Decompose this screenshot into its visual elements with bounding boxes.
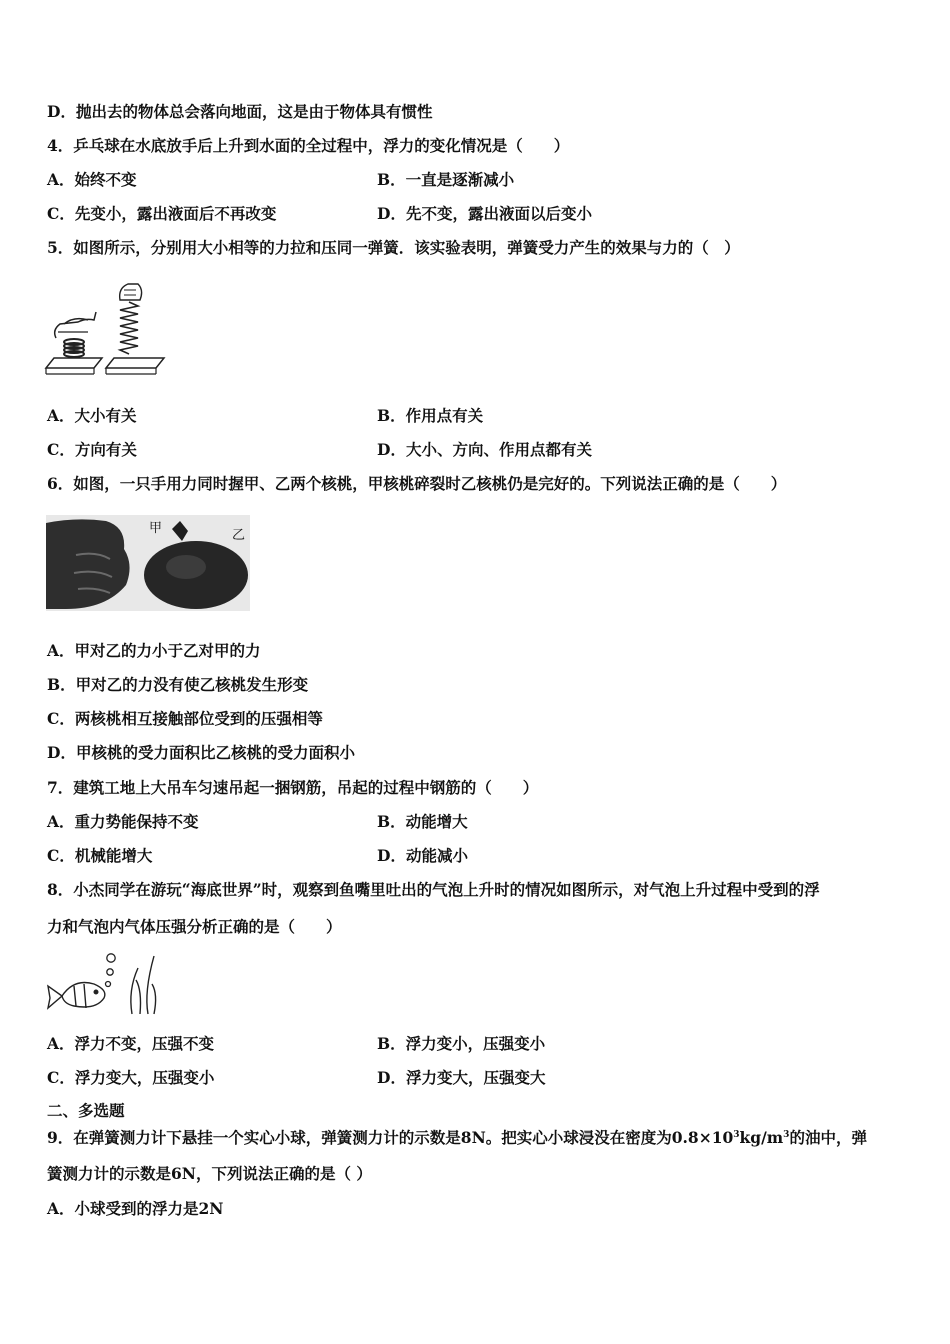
bubble [107, 954, 115, 962]
q6-stem: 6．如图，一只手用力同时握甲、乙两个核桃，甲核桃碎裂时乙核桃仍是完好的。下列说法正确的是（ ） [47, 474, 787, 493]
left-base-plate [46, 358, 102, 368]
right-base-plate [106, 358, 164, 368]
pulling-hand [120, 284, 142, 300]
q5-option-d: D．大小、方向、作用点都有关 [377, 440, 592, 459]
bubble [107, 969, 113, 975]
bubble [106, 982, 111, 987]
q7-option-c: C．机械能增大 [47, 846, 153, 865]
q4-option-d: D．先不变，露出液面以后变小 [377, 204, 592, 223]
q5-stem: 5．如图所示，分别用大小相等的力拉和压同一弹簧．该实验表明，弹簧受力产生的效果与力的（ ） [47, 238, 740, 257]
pressing-hand [55, 312, 96, 338]
fish-bubble-figure [44, 950, 166, 1016]
q6-option-b: B．甲对乙的力没有使乙核桃发生形变 [47, 675, 309, 694]
q4-stem: 4．乒乓球在水底放手后上升到水面的全过程中，浮力的变化情况是（ ） [47, 136, 570, 155]
q6-option-c: C．两核桃相互接触部位受到的压强相等 [47, 709, 323, 728]
q9-stem-line1: 9．在弹簧测力计下悬挂一个实心小球，弹簧测力计的示数是8N。把实心小球浸没在密度为$0.8\times 10^3kg/m^3$的油中，弹 [47, 1128, 867, 1147]
q8-stem-line1: 8．小杰同学在游玩“海底世界”时，观察到鱼嘴里吐出的气泡上升时的情况如图所示，对气泡上升过程中受到的浮 [47, 880, 820, 899]
q3-option-d: D．抛出去的物体总会落向地面，这是由于物体具有惯性 [47, 102, 433, 121]
q8-option-d: D．浮力变大，压强变大 [377, 1068, 546, 1087]
q8-option-a: A．浮力不变，压强不变 [47, 1034, 215, 1053]
q9-stem-line2: 簧测力计的示数是6N，下列说法正确的是（ ） [47, 1164, 372, 1183]
q5-option-c: C．方向有关 [47, 440, 137, 459]
q8-option-c: C．浮力变大，压强变小 [47, 1068, 215, 1087]
q5-option-b: B．作用点有关 [377, 406, 484, 425]
q9-option-a: A．小球受到的浮力是2N [47, 1199, 224, 1218]
walnut-figure [46, 515, 250, 611]
q4-option-c: C．先变小，露出液面后不再改变 [47, 204, 277, 223]
section-multiple-choice-heading: 二、多选题 [47, 1101, 125, 1120]
q6-option-a: A．甲对乙的力小于乙对甲的力 [47, 641, 261, 660]
fish [48, 983, 105, 1009]
stretched-spring [120, 302, 138, 354]
walnut-label-yi: 乙 [232, 528, 246, 543]
q4-option-b: B．一直是逐渐减小 [377, 170, 515, 189]
q7-option-a: A．重力势能保持不变 [47, 812, 199, 831]
q7-option-d: D．动能减小 [377, 846, 468, 865]
spring-figure [44, 282, 166, 380]
q5-option-a: A．大小有关 [47, 406, 137, 425]
q8-option-b: B．浮力变小，压强变小 [377, 1034, 546, 1053]
walnut-label-jia: 甲 [149, 521, 163, 536]
q6-option-d: D．甲核桃的受力面积比乙核桃的受力面积小 [47, 743, 355, 762]
q7-stem: 7．建筑工地上大吊车匀速吊起一捆钢筋，吊起的过程中钢筋的（ ） [47, 778, 539, 797]
q7-option-b: B．动能增大 [377, 812, 468, 831]
seaweed [131, 956, 156, 1014]
compressed-spring [64, 339, 84, 357]
q8-stem-line2: 力和气泡内气体压强分析正确的是（ ） [47, 917, 342, 936]
q4-option-a: A．始终不变 [47, 170, 137, 189]
